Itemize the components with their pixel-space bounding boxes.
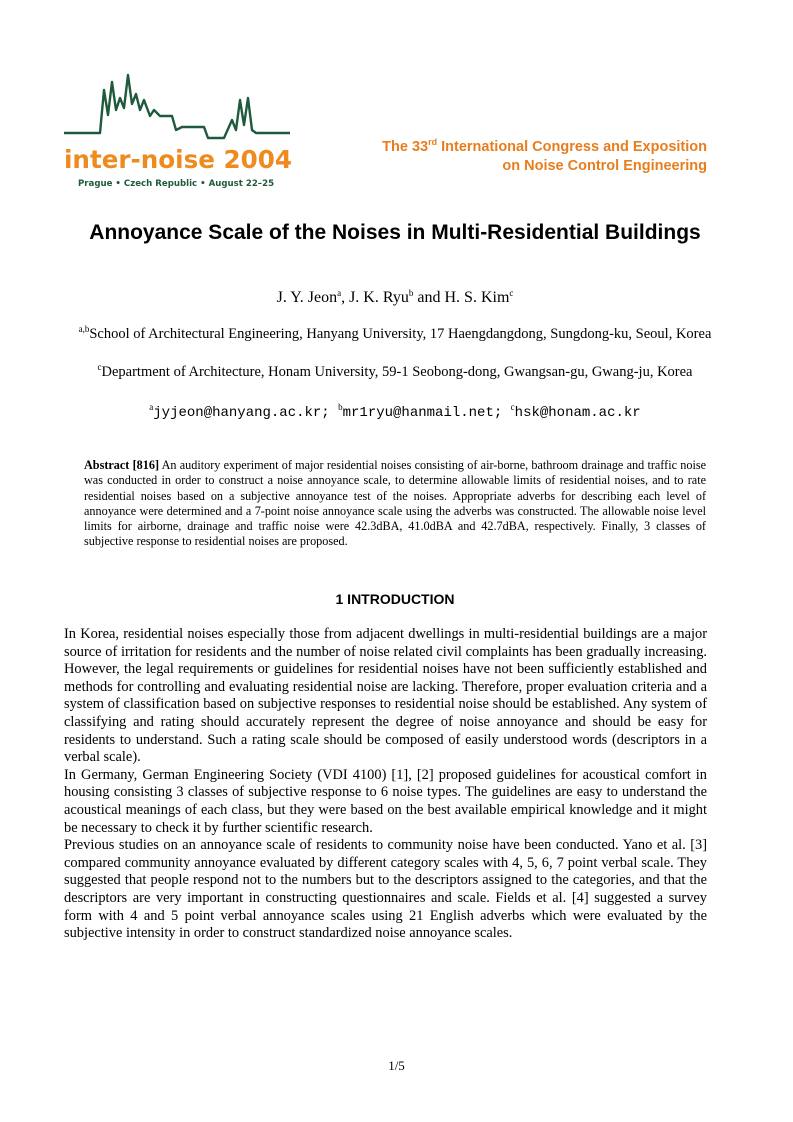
paragraph: Previous studies on an annoyance scale of residents to community noise have been conducted. Yano et al. [3] compared community annoyance evaluated by different category scales with 4, 5, 6, 7 point verbal scale. They suggested that people respond not to the numbers but to the descriptors assigned to the categories, and that the descriptors are very important in constructing questionnaires and scale. Fields et al. [4] suggested a survey form with 4 and 5 point verbal annoyance scales using 21 English adverbs which were evaluated by the subjective intensity in order to construct standardized noise annoyance scales. [64,837,707,942]
author-sup: c [509,288,514,298]
logo-skyline-line [64,75,290,138]
author-name: J. K. Ryu [349,289,409,306]
email-link[interactable]: mr1ryu@hanmail.net; [342,405,503,421]
affiliation: $^c$Department of Architecture, Honam University, 59-1 Seobong-dong, Gwangsan-gu, Gwang-ju, Korea [97,362,693,380]
author-name: H. S. Kim [444,289,510,306]
author-list: J. Y. Jeon$^a$, J. K. Ryu$^b$ and H. S. Kim$^c$ [276,288,514,306]
email-list: $^a$jyjeon@hanyang.ac.kr; $^b$mr1ryu@hanmail.net; $^c$hsk@honam.ac.kr [149,402,641,421]
author-sup: b [408,288,414,298]
email-link[interactable]: jyjeon@hanyang.ac.kr; [153,405,330,421]
logo-text: inter-noise 2004 [64,145,292,174]
author-name: J. Y. Jeon [276,289,338,306]
abstract-text: An auditory experiment of major residential noises consisting of air-borne, bathroom drainage and traffic noise was conducted in order to construct a noise annoyance scale, to determine allowable limits of residential noises, and to rate residential noises based on a subjective annoyance test of the noises. Appropriate adverbs for describing each level of annoyance were determined and a 7-point noise annoyance scale using the adverbs was constructed. The allowable noise level limits for airborne, drainage and traffic noise were 42.3dBA, 41.0dBA and 42.7dBA, respectively. Finally, 3 classes of subjective response to residential noises are proposed. [84,458,706,549]
author-sup: a [337,288,342,298]
body-text [64,626,707,943]
logo-location: Prague • Czech Republic • August 22–25 [78,179,275,189]
email-link[interactable]: hsk@honam.ac.kr [514,405,641,421]
logo-graphic [64,70,294,192]
page-number: 1/5 [388,1058,405,1073]
affiliation: $^{a,b}$School of Architectural Engineering, Hanyang University, 17 Haengdangdong, Sungdong-ku, Seoul, Korea [78,324,712,342]
abstract [84,458,706,550]
conference-title-line2: on Noise Control Engineering [502,158,707,174]
paragraph: In Germany, German Engineering Society (VDI 4100) [1], [2] proposed guidelines for acoustical comfort in housing consisting 3 classes of subjective response to 6 noise types. The guidelines are easy to understand the acoustical meanings of each class, but they were based on the best available empirical knowledge and it might be necessary to check it by further scientific research. [64,766,707,836]
paper-title: Annoyance Scale of the Noises in Multi-Residential Buildings [89,221,701,244]
section-heading: 1 INTRODUCTION [335,591,455,607]
conference-title-line1: The 33rd International Congress and Exposition [382,137,707,155]
conference-title [382,138,707,176]
conference-logo [64,70,294,192]
paragraph: In Korea, residential noises especially those from adjacent dwellings in multi-residential buildings are a major source of irritation for residents and the number of noise related civil complaints has been gradually increasing. However, the legal requirements or guidelines for residential noises have not been sufficiently established and methods for controlling and evaluating residential noise are lacking. Therefore, proper evaluation criteria and a system of classification based on subjective responses to residential noise should be established. Any system of classifying and rating should accurately represent the degree of noise annoyance and should be easy for residents to understand. Such a rating scale should be composed of easily understood words (descriptors in a verbal scale). [64,626,707,766]
abstract-label: Abstract [816] [84,458,160,472]
